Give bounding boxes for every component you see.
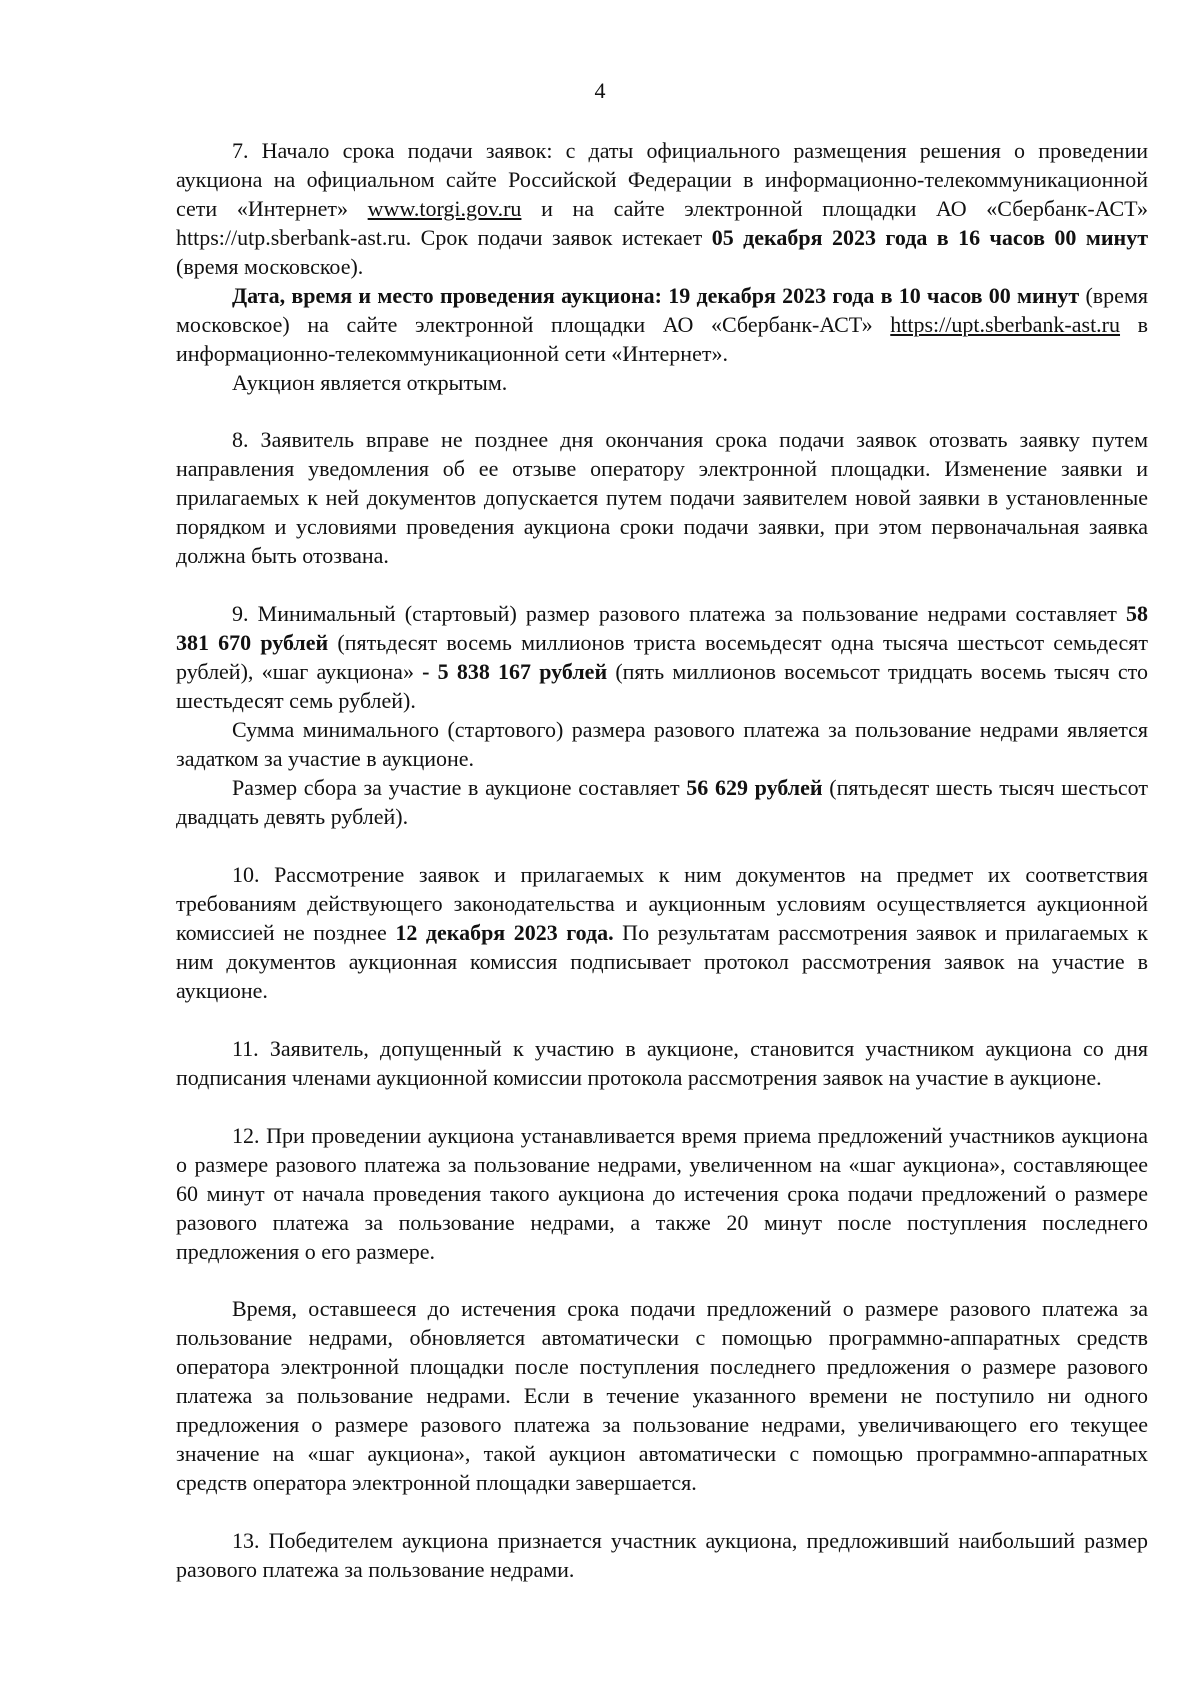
paragraph-9c-text-1: Размер сбора за участие в аукционе составляет (232, 775, 687, 800)
paragraph-13: 13. Победителем аукциона признается участник аукциона, предложивший наибольший размер разового платежа за пользование недрами. (176, 1528, 1148, 1582)
auction-date: Дата, время и место проведения аукциона: 19 декабря 2023 года в 10 часов 00 минут (232, 283, 1080, 308)
paragraph-9-text-3: (пять миллионов восемьсот тридцать восемь тысяч сто шестьдесят семь рублей). (176, 659, 1149, 713)
page-number: 4 (594, 78, 606, 103)
paragraph-9-text-2: (пятьдесят восемь миллионов триста восемьдесят одна тысяча шестьсот семьдесят рублей), «шаг аукциона» (176, 630, 1148, 684)
paragraph-7-text-3: (время московское). (176, 254, 364, 279)
auction-step: - 5 838 167 рублей (422, 659, 608, 684)
paragraph-8: 8. Заявитель вправе не позднее дня окончания срока подачи заявок отозвать заявку путем направления уведомления об ее отзыве оператору электронной площадки. Изменение заявки и прилагаемых к ней документов допускается путем подачи заявителем новой заявки в установленные порядком и условиями проведения аукциона сроки подачи заявки, при этом первоначальная заявка должна быть отозвана. (176, 427, 1148, 568)
application-deadline: 05 декабря 2023 года в 16 часов 00 минут (711, 225, 1149, 250)
paragraph-7-auction-date (176, 281, 1148, 368)
sberbank-link[interactable]: https://upt.sberbank-ast.ru (890, 312, 1121, 337)
participation-fee: 56 629 рублей (686, 775, 823, 800)
paragraph-7-text-1: 7. Начало срока подачи заявок: с даты официального размещения решения о проведении аукциона на официальном сайте Российской Федерации в информационно-телекоммуникационной сети «Интернет» (176, 138, 1148, 221)
paragraph-9-text-1: 9. Минимальный (стартовый) размер разового платежа за пользование недрами составляет (232, 601, 1126, 626)
paragraph-7-open-auction: Аукцион является открытым. (232, 370, 508, 395)
paragraph-12: 12. При проведении аукциона устанавливается время приема предложений участников аукциона о размере разового платежа за пользование недрами, увеличенном на «шаг аукциона», составляющее 60 минут от начала проведения такого аукциона до истечения срока подачи предложений о размере разового платежа за пользование недрами, а также 20 минут после поступления последнего предложения о его размере. (176, 1123, 1148, 1264)
paragraph-9-deposit: Сумма минимального (стартового) размера разового платежа за пользование недрами является задатком за участие в аукционе. (176, 717, 1148, 771)
paragraph-7-text-2: и на сайте электронной площадки АО «Сбербанк-АСТ» https://utp.sberbank-ast.ru. Срок подачи заявок истекает (176, 196, 1148, 250)
paragraph-10-text-2: По результатам рассмотрения заявок и прилагаемых к ним документов аукционная комиссия подписывает протокол рассмотрения заявок на участие в аукционе. (176, 920, 1148, 1003)
torgi-link[interactable]: www.torgi.gov.ru (367, 196, 522, 221)
paragraph-9 (176, 599, 1148, 715)
paragraph-12-time: Время, оставшееся до истечения срока подачи предложений о размере разового платежа за пользование недрами, обновляется автоматически с помощью программно-аппаратных средств оператора электронной площадки после поступления последнего предложения о размере разового платежа за пользование недрами. Если в течение указанного времени не поступило ни одного предложения о размере разового платежа за пользование недрами, увеличивающего его текущее значение на «шаг аукциона», такой аукцион автоматически с помощью программно-аппаратных средств оператора электронной площадки завершается. (176, 1296, 1148, 1495)
paragraph-11: 11. Заявитель, допущенный к участию в аукционе, становится участником аукциона со дня подписания членами аукционной комиссии протокола рассмотрения заявок на участие в аукционе. (176, 1036, 1148, 1090)
paragraph-9c-text-2: (пятьдесят шесть тысяч шестьсот двадцать девять рублей). (176, 775, 1148, 829)
paragraph-7b-text-2: в информационно-телекоммуникационной сети «Интернет». (176, 312, 1148, 366)
paragraph-10-text-1: 10. Рассмотрение заявок и прилагаемых к ним документов на предмет их соответствия требованиям действующего законодательства и аукционным условиям осуществляется аукционной комиссией не позднее (176, 862, 1148, 945)
paragraph-7b-text-1: (время московское) на сайте электронной площадки АО «Сбербанк-АСТ» (176, 283, 1148, 337)
paragraph-7 (176, 136, 1148, 281)
starting-price: 58 381 670 рублей (176, 601, 1148, 655)
paragraph-9-fee (176, 773, 1148, 831)
paragraph-10 (176, 860, 1148, 1005)
review-deadline: 12 декабря 2023 года. (395, 920, 614, 945)
document-body (176, 136, 1148, 1584)
